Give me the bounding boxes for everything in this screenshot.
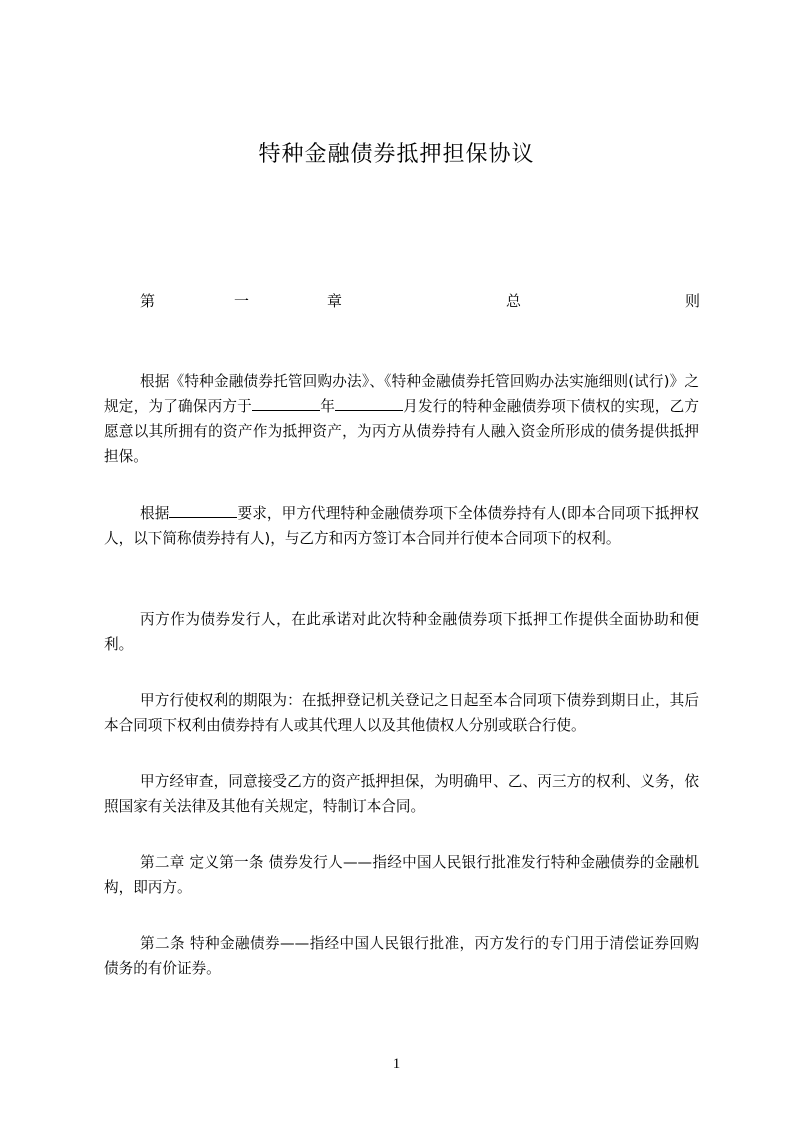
paragraph-text: 月发行的特种金融债券项下债权的实现，乙方愿意以其所拥有的资产作为抵押资产，为丙方从债券持有人融入资金所形成的债务提供抵押担保。	[104, 398, 699, 465]
chapter-heading	[140, 290, 700, 314]
document-title: 特种金融债券抵押担保协议	[258, 142, 535, 167]
chapter-heading-part: 总	[506, 292, 522, 310]
fill-in-blank-date	[335, 394, 403, 411]
chapter-heading-part: 第	[140, 292, 156, 310]
chapter-heading-part: 一	[234, 292, 250, 310]
paragraph-rights-period: 甲方行使权利的期限为：在抵押登记机关登记之日起至本合同项下债券到期日止，其后本合同项下权利由债券持有人或其代理人以及其他债权人分别或联合行使。	[104, 692, 699, 734]
paragraph-agreement-purpose: 甲方经审查，同意接受乙方的资产抵押担保，为明确甲、乙、丙三方的权利、义务，依照国家有关法律及其他有关规定，特制订本合同。	[104, 773, 699, 815]
paragraph-text: 根据《特种金融债券托管回购办法》、《特种金融债券托管回购办法实施细则(试行)》之规定，为了确保丙方于	[104, 373, 699, 415]
chapter-heading-part: 则	[685, 292, 701, 310]
paragraph-definition-bond: 第二条 特种金融债券——指经中国人民银行批准，丙方发行的专门用于清偿证券回购债务的有价证券。	[104, 935, 699, 977]
paragraph-legal-basis	[104, 369, 699, 469]
fill-in-blank-date	[252, 394, 320, 411]
paragraph-agency	[104, 501, 699, 551]
paragraph-issuer-commitment: 丙方作为债券发行人，在此承诺对此次特种金融债券项下抵押工作提供全面协助和便利。	[104, 611, 699, 653]
paragraph-definition-issuer: 第二章 定义第一条 债券发行人——指经中国人民银行批准发行特种金融债券的金融机构，即丙方。	[104, 854, 699, 896]
page-number: 1	[392, 1056, 401, 1072]
chapter-heading-part: 章	[327, 292, 343, 310]
paragraph-text: 根据	[140, 505, 170, 522]
fill-in-blank-requirement	[169, 501, 237, 518]
paragraph-text: 要求，甲方代理特种金融债券项下全体债券持有人(即本合同项下抵押权人，以下简称债券持有人)，与乙方和丙方签订本合同并行使本合同项下的权利。	[104, 505, 699, 547]
paragraph-text: 年	[319, 398, 335, 415]
